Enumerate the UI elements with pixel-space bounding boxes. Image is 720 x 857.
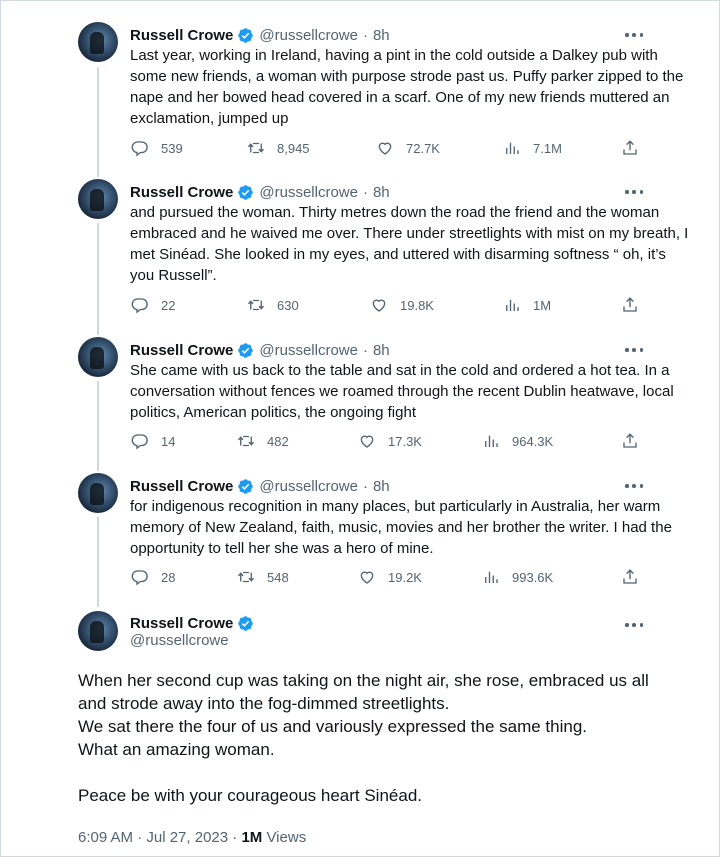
reply-count: 539: [161, 140, 183, 156]
views-icon: [482, 568, 500, 586]
views-total: 1M: [241, 829, 263, 846]
author-name[interactable]: Russell Crowe: [130, 341, 234, 359]
reply-icon: [131, 296, 149, 314]
like-count: 19.2K: [388, 569, 422, 585]
verified-badge-icon: [237, 27, 254, 44]
like-button[interactable]: [370, 295, 434, 315]
like-icon: [376, 139, 394, 157]
like-count: 19.8K: [400, 297, 434, 313]
share-button[interactable]: [621, 138, 639, 158]
tweet-time[interactable]: 8h: [372, 26, 390, 44]
views-count: 964.3K: [512, 433, 554, 449]
reply-button[interactable]: [131, 567, 175, 587]
retweet-button[interactable]: [237, 431, 289, 451]
main-tweet-closing: Peace be with your courageous heart Sinéad.: [78, 786, 423, 805]
share-button[interactable]: [621, 567, 639, 587]
views-button[interactable]: [503, 138, 562, 158]
views-icon: [503, 296, 521, 314]
avatar[interactable]: [78, 179, 118, 219]
tweet-text: Last year, working in Ireland, having a pint in the cold outside a Dalkey pub with some new friends, a woman with purpose strode past us. Puffy parker zipped to the nape and her bowed head covered in a scarf. One of my new friends muttered an exclamation, jumped up: [130, 47, 684, 127]
thread-connector: [97, 67, 99, 177]
retweet-icon: [237, 432, 255, 450]
tweet-actions: [1, 431, 720, 451]
tweet-header: [130, 339, 390, 361]
share-icon: [621, 432, 639, 450]
reply-icon: [131, 139, 149, 157]
reply-button[interactable]: [131, 431, 175, 451]
tweet-header: [130, 24, 390, 46]
reply-icon: [131, 568, 149, 586]
share-icon: [621, 296, 639, 314]
more-icon[interactable]: [623, 185, 645, 199]
author-name[interactable]: Russell Crowe: [130, 26, 234, 44]
main-tweet-line: What an amazing woman.: [78, 740, 275, 759]
retweet-count: 548: [267, 569, 289, 585]
retweet-count: 8,945: [277, 140, 310, 156]
avatar[interactable]: [78, 22, 118, 62]
author-handle[interactable]: @russellcrowe: [259, 183, 358, 201]
reply-button[interactable]: [131, 138, 183, 158]
author-name[interactable]: Russell Crowe: [130, 477, 234, 495]
author-name[interactable]: Russell Crowe: [130, 615, 234, 632]
share-button[interactable]: [621, 295, 639, 315]
like-icon: [370, 296, 388, 314]
tweet-actions: [1, 567, 720, 587]
like-count: 17.3K: [388, 433, 422, 449]
separator-dot: ·: [362, 477, 368, 495]
tweet-header: [130, 475, 390, 497]
retweet-count: 630: [277, 297, 299, 313]
avatar[interactable]: [78, 611, 118, 651]
views-count: 993.6K: [512, 569, 554, 585]
author-handle[interactable]: @russellcrowe: [259, 26, 358, 44]
views-icon: [503, 139, 521, 157]
views-count: 7.1M: [533, 140, 562, 156]
views-button[interactable]: [503, 295, 551, 315]
tweet-text: and pursued the woman. Thirty metres down the road the friend and the woman embraced and he waived me over. There under streetlights with mist on my breath, I met Sinéad. She looked in my eyes, and uttered with disarming softness “ oh, it’s you Russell”.: [130, 204, 689, 284]
tweet-timestamp[interactable]: 6:09 AM · Jul 27, 2023 ·: [78, 829, 242, 846]
like-button[interactable]: [358, 431, 422, 451]
separator-dot: ·: [362, 183, 368, 201]
like-count: 72.7K: [406, 140, 440, 156]
thread-connector: [97, 223, 99, 335]
tweet-text: She came with us back to the table and sat in the cold and ordered a hot tea. In a conversation without fences we roamed through the recent Dublin heatwave, local politics, American politics, the ongoing fight: [130, 362, 674, 421]
author-handle[interactable]: @russellcrowe: [259, 477, 358, 495]
views-icon: [482, 432, 500, 450]
thread-connector: [97, 517, 99, 607]
tweet-header: [130, 181, 390, 203]
reply-count: 14: [161, 433, 176, 449]
reply-button[interactable]: [131, 295, 175, 315]
more-icon[interactable]: [623, 479, 645, 493]
views-count: 1M: [533, 297, 552, 313]
main-tweet-line: When her second cup was taking on the night air, she rose, embraced us all and strode away into the fog-dimmed streetlights.: [78, 671, 649, 713]
views-button[interactable]: [482, 567, 553, 587]
thread-connector: [97, 381, 99, 471]
share-icon: [621, 568, 639, 586]
avatar[interactable]: [78, 337, 118, 377]
author-handle[interactable]: @russellcrowe: [130, 632, 229, 649]
more-icon[interactable]: [623, 28, 645, 42]
retweet-icon: [247, 139, 265, 157]
more-icon[interactable]: [623, 343, 645, 357]
reply-count: 22: [161, 297, 176, 313]
share-icon: [621, 139, 639, 157]
tweet-text: for indigenous recognition in many places, but particularly in Australia, her warm memory of New Zealand, faith, music, movies and her brother the writer. I had the opportunity to tell her she was a hero of mine.: [130, 498, 672, 557]
separator-dot: ·: [362, 341, 368, 359]
more-icon[interactable]: [623, 618, 645, 632]
retweet-button[interactable]: [247, 138, 310, 158]
views-button[interactable]: [482, 431, 553, 451]
main-tweet-line: We sat there the four of us and variously expressed the same thing.: [78, 717, 588, 736]
retweet-button[interactable]: [247, 295, 299, 315]
main-tweet-text: [78, 669, 678, 807]
author-handle[interactable]: @russellcrowe: [259, 341, 358, 359]
tweet-time[interactable]: 8h: [372, 477, 390, 495]
retweet-icon: [237, 568, 255, 586]
like-icon: [358, 568, 376, 586]
retweet-button[interactable]: [237, 567, 289, 587]
like-icon: [358, 432, 376, 450]
verified-badge-icon: [237, 342, 254, 359]
tweet-time[interactable]: 8h: [372, 183, 390, 201]
share-button[interactable]: [621, 431, 639, 451]
author-name[interactable]: Russell Crowe: [130, 183, 234, 201]
tweet-metadata: [78, 829, 306, 846]
views-label: Views: [262, 829, 307, 846]
reply-icon: [131, 432, 149, 450]
verified-badge-icon: [237, 478, 254, 495]
blank-line: [78, 761, 678, 784]
separator-dot: ·: [362, 26, 368, 44]
retweet-icon: [247, 296, 265, 314]
main-tweet-header: [130, 615, 254, 632]
verified-badge-icon: [237, 184, 254, 201]
like-button[interactable]: [376, 138, 440, 158]
tweet-time[interactable]: 8h: [372, 341, 390, 359]
avatar[interactable]: [78, 473, 118, 513]
retweet-count: 482: [267, 433, 289, 449]
verified-badge-icon: [237, 615, 254, 632]
like-button[interactable]: [358, 567, 422, 587]
tweet-actions: [1, 295, 720, 315]
reply-count: 28: [161, 569, 176, 585]
tweet-actions: [1, 138, 720, 158]
